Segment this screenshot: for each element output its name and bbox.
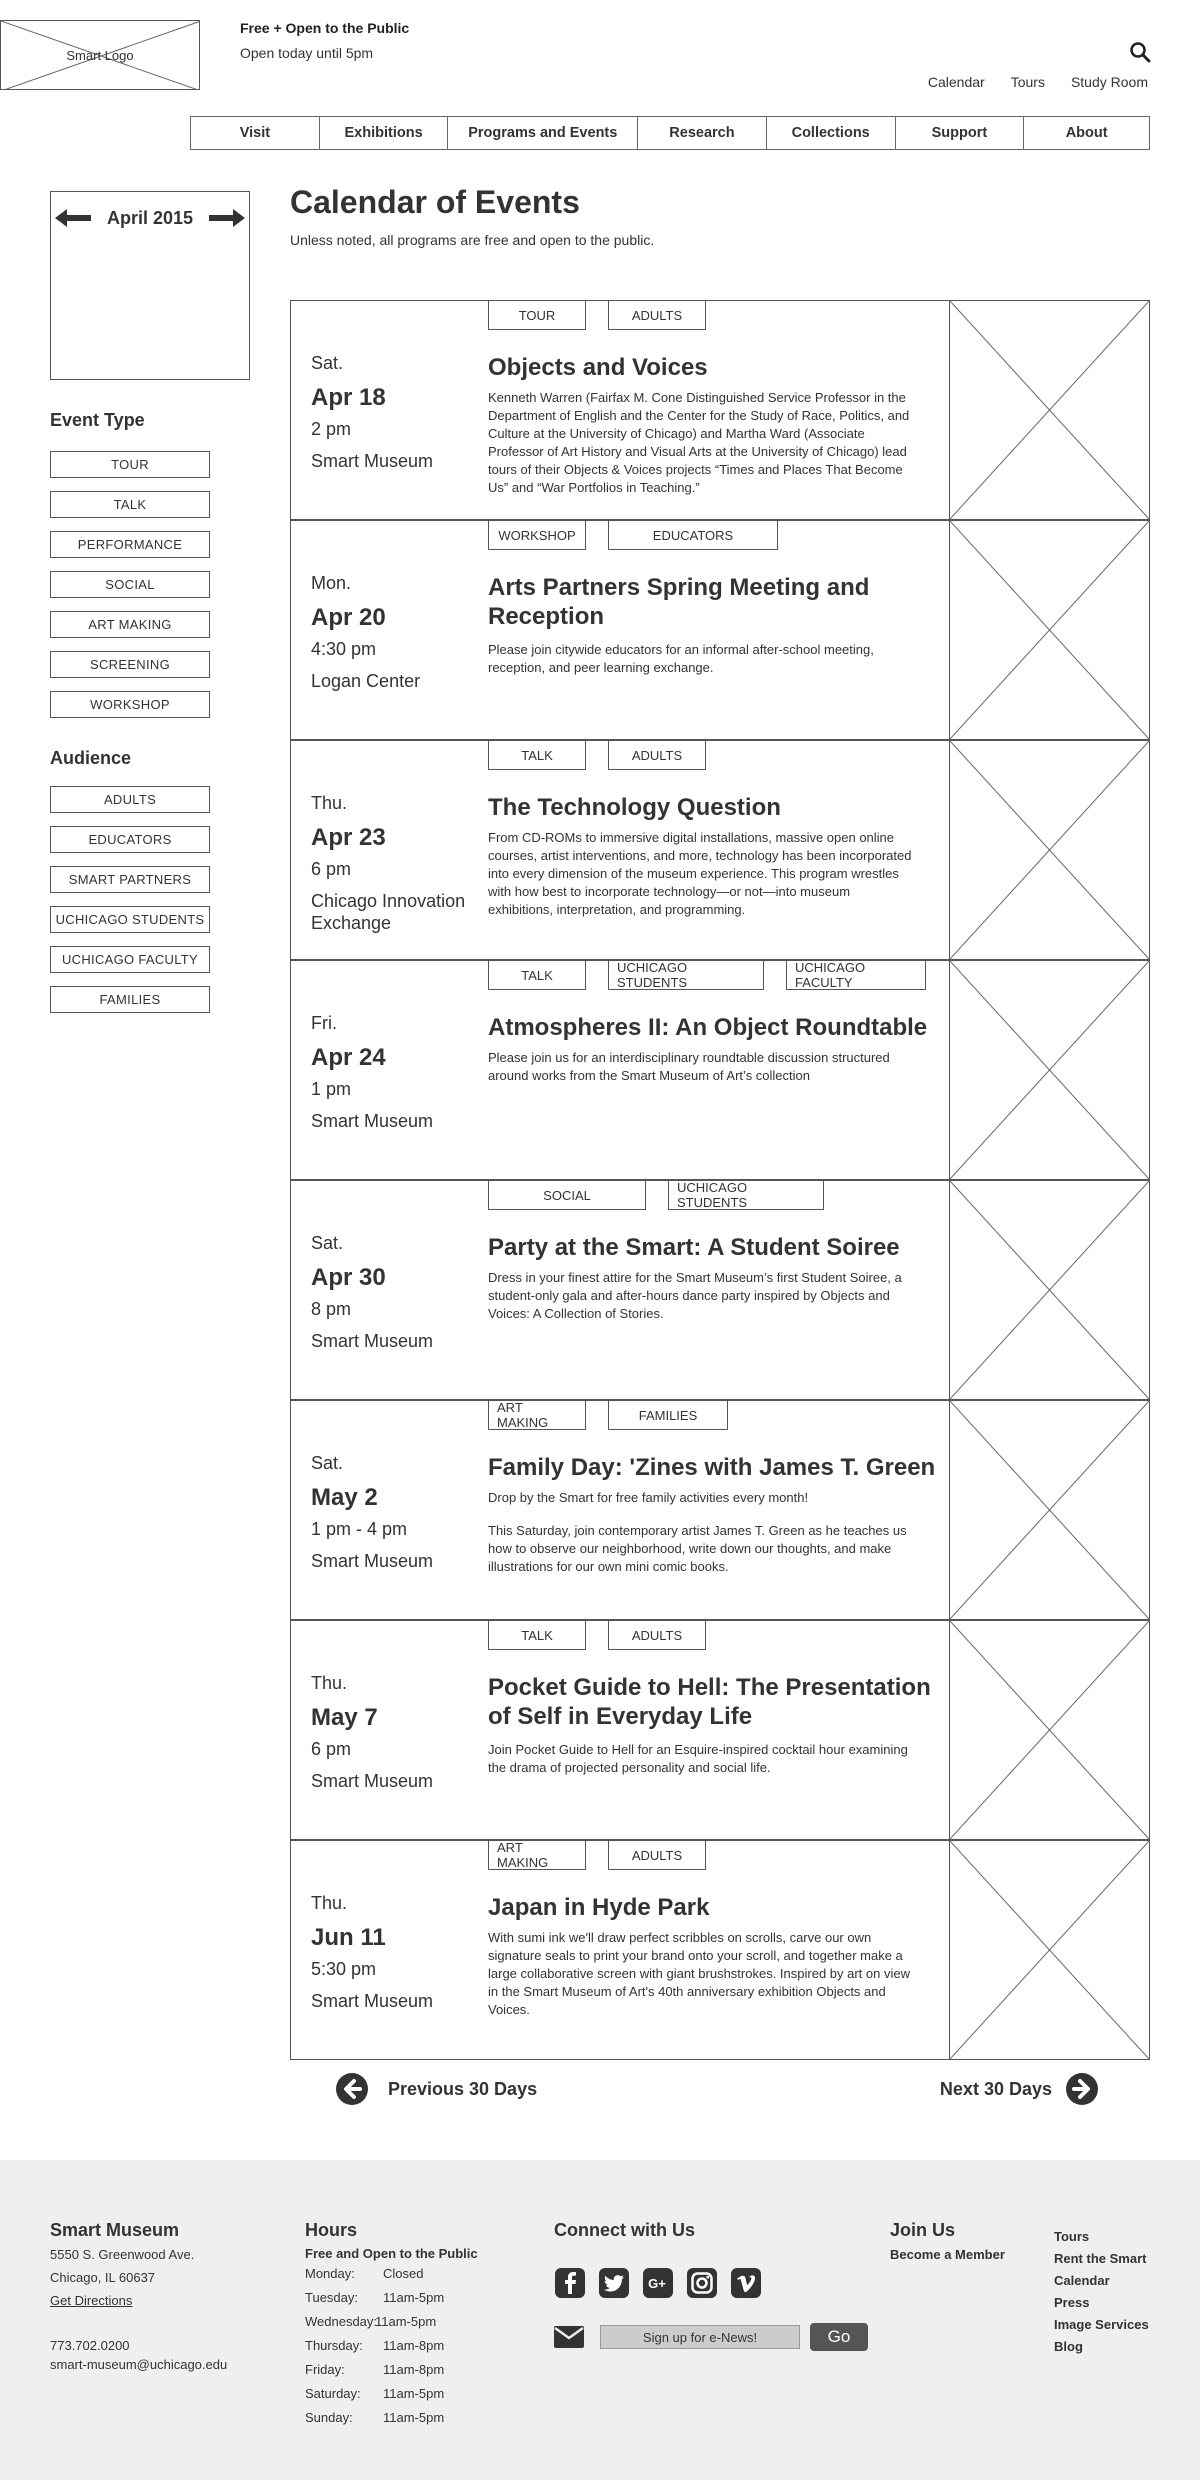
event-description-secondary: This Saturday, join contemporary artist James T. Green as he teaches us how to observe our neighborhood, write down our thoughts, and make illustrations for our own mini comic books. bbox=[488, 1523, 907, 1574]
footer-contact bbox=[50, 2220, 227, 2372]
footer-address-line1: 5550 S. Greenwood Ave. bbox=[50, 2247, 195, 2262]
event-tag[interactable]: UCHICAGO FACULTY bbox=[786, 960, 926, 990]
event-tag[interactable]: TALK bbox=[488, 740, 586, 770]
event-title[interactable]: Pocket Guide to Hell: The Presentation of Self in Everyday Life bbox=[488, 1674, 931, 1730]
event-image-placeholder[interactable] bbox=[949, 521, 1149, 739]
event-location: Smart Museum bbox=[311, 1991, 434, 2011]
event-tag[interactable]: ADULTS bbox=[608, 1840, 706, 1870]
event-image-placeholder[interactable] bbox=[949, 301, 1149, 519]
event-title[interactable]: Party at the Smart: A Student Soiree bbox=[488, 1234, 900, 1261]
image-placeholder-icon bbox=[950, 961, 1149, 1179]
event-date: Apr 23 bbox=[311, 824, 386, 851]
filter-tour[interactable]: TOUR bbox=[50, 451, 210, 478]
filter-families[interactable]: FAMILIES bbox=[50, 986, 210, 1013]
event-time: 2 pm bbox=[311, 419, 352, 439]
event-day: Sat. bbox=[311, 1233, 344, 1253]
hours-row bbox=[305, 2290, 478, 2314]
event-card[interactable] bbox=[290, 1620, 1150, 1840]
event-location: Logan Center bbox=[311, 671, 421, 691]
footer-link-blog[interactable]: Blog bbox=[1054, 2339, 1083, 2354]
instagram-icon[interactable] bbox=[686, 2267, 718, 2299]
newsletter-signup bbox=[554, 2323, 868, 2351]
previous-30-days-link[interactable] bbox=[336, 2073, 537, 2105]
image-placeholder-icon bbox=[950, 741, 1149, 959]
filter-screening[interactable]: SCREENING bbox=[50, 651, 210, 678]
event-time: 6 pm bbox=[311, 1739, 352, 1759]
event-card[interactable] bbox=[290, 520, 1150, 740]
event-tag[interactable]: SOCIAL bbox=[488, 1180, 646, 1210]
event-tags bbox=[488, 960, 948, 990]
social-icons bbox=[554, 2267, 868, 2299]
arrow-circle-left-icon bbox=[336, 2073, 368, 2105]
connect-heading: Connect with Us bbox=[554, 2220, 696, 2240]
event-time: 5:30 pm bbox=[311, 1959, 377, 1979]
event-tags bbox=[488, 1180, 846, 1210]
footer-email[interactable]: smart-museum@uchicago.edu bbox=[50, 2357, 228, 2372]
event-location: Chicago Innovation Exchange bbox=[311, 891, 466, 933]
event-title[interactable]: Family Day: 'Zines with James T. Green bbox=[488, 1454, 936, 1481]
filter-workshop[interactable]: WORKSHOP bbox=[50, 691, 210, 718]
footer bbox=[0, 2160, 1200, 2480]
hours-day: Sunday: bbox=[305, 2410, 353, 2425]
svg-text:G+: G+ bbox=[648, 2276, 666, 2291]
hours-day: Tuesday: bbox=[305, 2290, 358, 2305]
event-tag[interactable]: ADULTS bbox=[608, 740, 706, 770]
event-tag[interactable]: TALK bbox=[488, 1620, 586, 1650]
util-link-study-room[interactable]: Study Room bbox=[1070, 74, 1148, 90]
next-30-days-label: Next 30 Days bbox=[939, 2078, 1052, 2099]
filter-uchicago-students[interactable]: UCHICAGO STUDENTS bbox=[50, 906, 210, 933]
facebook-icon[interactable] bbox=[554, 2267, 586, 2299]
hours-row bbox=[305, 2314, 478, 2338]
nav-exhibitions[interactable]: Exhibitions bbox=[320, 117, 449, 149]
event-image-placeholder[interactable] bbox=[949, 741, 1149, 959]
event-description: Join Pocket Guide to Hell for an Esquire-inspired cocktail hour examining the drama of projected personality and social life. bbox=[488, 1742, 908, 1775]
nav-about[interactable]: About bbox=[1065, 125, 1108, 141]
event-time: 8 pm bbox=[311, 1299, 352, 1319]
filter-educators[interactable]: EDUCATORS bbox=[50, 826, 210, 853]
footer-links bbox=[1054, 2229, 1149, 2361]
event-day: Sat. bbox=[311, 353, 344, 373]
event-title[interactable]: Atmospheres II: An Object Roundtable bbox=[488, 1014, 928, 1041]
event-location: Smart Museum bbox=[311, 1111, 434, 1131]
vimeo-icon[interactable] bbox=[730, 2267, 762, 2299]
event-description: Dress in your finest attire for the Smart Museum’s first Student Soiree, a student-only gala and after-hours dance party inspired by Objects and Voices: A Collection of Stories. bbox=[488, 1270, 902, 1321]
calendar-month: April 2015 bbox=[106, 208, 194, 228]
hours-subheading: Free and Open to the Public bbox=[305, 2246, 478, 2261]
hours-heading: Hours bbox=[305, 2220, 358, 2240]
next-30-days-link[interactable] bbox=[940, 2073, 1098, 2105]
image-placeholder-icon bbox=[950, 1621, 1149, 1839]
event-tag[interactable]: UCHICAGO STUDENTS bbox=[608, 960, 764, 990]
event-card[interactable] bbox=[290, 740, 1150, 960]
logo-text: Smart Logo bbox=[66, 48, 134, 63]
envelope-icon bbox=[554, 2326, 584, 2348]
hours-row bbox=[305, 2386, 478, 2410]
footer-hours bbox=[305, 2220, 478, 2434]
hours-row bbox=[305, 2266, 478, 2290]
image-placeholder-icon bbox=[950, 521, 1149, 739]
hours-value: 11am-5pm bbox=[375, 2314, 437, 2329]
event-card[interactable] bbox=[290, 1840, 1150, 2060]
arrow-circle-right-icon bbox=[1066, 2073, 1098, 2105]
join-heading: Join Us bbox=[890, 2220, 956, 2240]
audience-heading: Audience bbox=[50, 748, 132, 768]
event-time: 1 pm - 4 pm bbox=[311, 1519, 408, 1539]
event-date: Apr 20 bbox=[311, 604, 386, 631]
google-plus-icon[interactable] bbox=[642, 2267, 674, 2299]
hours-value: 11am-5pm bbox=[383, 2410, 445, 2425]
image-placeholder-icon bbox=[950, 1841, 1149, 2059]
footer-link-tours[interactable]: Tours bbox=[1054, 2229, 1090, 2244]
event-card[interactable] bbox=[290, 1400, 1150, 1620]
event-location: Smart Museum bbox=[311, 451, 434, 471]
event-image-placeholder[interactable] bbox=[949, 1841, 1149, 2059]
footer-org-name: Smart Museum bbox=[50, 2220, 180, 2240]
event-day: Thu. bbox=[311, 1893, 348, 1913]
event-description: Drop by the Smart for free family activities every month! bbox=[488, 1490, 809, 1505]
util-link-tours[interactable]: Tours bbox=[1010, 74, 1045, 90]
filter-social[interactable]: SOCIAL bbox=[50, 571, 210, 598]
hours-row bbox=[305, 2338, 478, 2362]
event-image-placeholder[interactable] bbox=[949, 1181, 1149, 1399]
footer-link-rent-the-smart[interactable]: Rent the Smart bbox=[1054, 2251, 1147, 2266]
footer-phone[interactable]: 773.702.0200 bbox=[50, 2338, 130, 2353]
event-tag[interactable]: ADULTS bbox=[608, 300, 706, 330]
event-description: Kenneth Warren (Fairfax M. Cone Distinguished Service Professor in the Department of English and the Center for the Study of Race, Politics, and Culture at the University of Chicago) and Martha Ward (Associate Professor of Art History and Visual Arts at the University of Chicago) lead tours of their Objects & Voices projects “Times and Places That Become Us” and “War Portfolios in Teaching.” bbox=[488, 390, 910, 495]
event-time: 1 pm bbox=[311, 1079, 352, 1099]
search-icon[interactable] bbox=[1128, 40, 1152, 64]
footer-join bbox=[890, 2220, 1005, 2269]
month-calendar bbox=[50, 191, 250, 380]
image-placeholder-icon bbox=[950, 301, 1149, 519]
arrow-right-icon[interactable] bbox=[209, 207, 245, 229]
event-description: Please join us for an interdisciplinary roundtable discussion structured around works from the Smart Museum of Art’s collection bbox=[488, 1050, 890, 1083]
event-location: Smart Museum bbox=[311, 1551, 434, 1571]
get-directions-link[interactable]: Get Directions bbox=[50, 2293, 133, 2308]
event-image-placeholder[interactable] bbox=[949, 1401, 1149, 1619]
image-placeholder-icon bbox=[950, 1181, 1149, 1399]
filter-uchicago-faculty[interactable]: UCHICAGO FACULTY bbox=[50, 946, 210, 973]
filter-art-making[interactable]: ART MAKING bbox=[50, 611, 210, 638]
event-tag[interactable]: TOUR bbox=[488, 300, 586, 330]
hours-day: Friday: bbox=[305, 2362, 345, 2377]
event-card[interactable] bbox=[290, 300, 1150, 520]
hours-row bbox=[305, 2410, 478, 2434]
event-title[interactable]: Arts Partners Spring Meeting and Reception bbox=[488, 574, 870, 630]
image-placeholder-icon bbox=[950, 1401, 1149, 1619]
event-card[interactable] bbox=[290, 1180, 1150, 1400]
event-tag[interactable]: TALK bbox=[488, 960, 586, 990]
hours-day: Monday: bbox=[305, 2266, 355, 2281]
event-title[interactable]: Objects and Voices bbox=[488, 354, 708, 381]
event-tags bbox=[488, 1400, 750, 1430]
footer-link-press[interactable]: Press bbox=[1054, 2295, 1090, 2310]
nav-support[interactable]: Support bbox=[896, 117, 1025, 149]
page-title: Calendar of Events bbox=[290, 184, 580, 220]
filter-smart-partners[interactable]: SMART PARTNERS bbox=[50, 866, 210, 893]
twitter-icon[interactable] bbox=[598, 2267, 630, 2299]
event-tags bbox=[488, 300, 728, 330]
event-tag[interactable]: UCHICAGO STUDENTS bbox=[668, 1180, 824, 1210]
previous-30-days-label: Previous 30 Days bbox=[388, 2078, 538, 2099]
hours-day: Saturday: bbox=[305, 2386, 361, 2401]
event-type-heading: Event Type bbox=[50, 410, 145, 430]
event-date: Apr 18 bbox=[311, 384, 386, 411]
event-day: Thu. bbox=[311, 793, 348, 813]
footer-link-image-services[interactable]: Image Services bbox=[1054, 2317, 1149, 2332]
event-tags bbox=[488, 520, 800, 550]
event-tag[interactable]: ART MAKING bbox=[488, 1400, 586, 1430]
become-a-member-link[interactable]: Become a Member bbox=[890, 2247, 1005, 2262]
nav-visit[interactable]: Visit bbox=[191, 117, 320, 149]
filter-performance[interactable]: PERFORMANCE bbox=[50, 531, 210, 558]
header-subtitle: Open today until 5pm bbox=[240, 45, 374, 61]
event-title[interactable]: Japan in Hyde Park bbox=[488, 1894, 710, 1921]
event-description: Please join citywide educators for an informal after-school meeting, reception, and peer learning exchange. bbox=[488, 642, 874, 675]
hours-value: 11am-8pm bbox=[383, 2338, 445, 2353]
hours-value: 11am-5pm bbox=[383, 2290, 445, 2305]
util-link-calendar[interactable]: Calendar bbox=[927, 74, 985, 90]
event-card[interactable] bbox=[290, 960, 1150, 1180]
event-description: From CD-ROMs to immersive digital installations, massive open online courses, artist interventions, and more, technology has been incorporated into every dimension of the museum experience. This program wrestles with how best to incorporate technology—or not—into museum exhibitions, interpretation, and programming. bbox=[488, 830, 912, 917]
event-location: Smart Museum bbox=[311, 1771, 434, 1791]
event-time: 6 pm bbox=[311, 859, 352, 879]
hours-value: Closed bbox=[383, 2266, 424, 2281]
event-tags bbox=[488, 1840, 728, 1870]
event-tags bbox=[488, 740, 728, 770]
event-title[interactable]: The Technology Question bbox=[488, 794, 781, 821]
event-date: Apr 30 bbox=[311, 1264, 386, 1291]
logo[interactable] bbox=[0, 20, 200, 90]
event-day: Thu. bbox=[311, 1673, 348, 1693]
event-date: May 2 bbox=[311, 1484, 378, 1511]
event-date: Apr 24 bbox=[311, 1044, 386, 1071]
hours-row bbox=[305, 2362, 478, 2386]
hours-day: Wednesday: bbox=[305, 2314, 378, 2329]
event-tag[interactable]: FAMILIES bbox=[608, 1400, 728, 1430]
event-image-placeholder[interactable] bbox=[949, 961, 1149, 1179]
event-day: Mon. bbox=[311, 573, 352, 593]
utility-nav bbox=[928, 74, 1148, 90]
hours-value: 11am-5pm bbox=[383, 2386, 445, 2401]
event-location: Smart Museum bbox=[311, 1331, 434, 1351]
event-tags bbox=[488, 1620, 728, 1650]
footer-connect bbox=[554, 2220, 868, 2351]
filter-adults[interactable]: ADULTS bbox=[50, 786, 210, 813]
hours-day: Thursday: bbox=[305, 2338, 363, 2353]
event-image-placeholder[interactable] bbox=[949, 1621, 1149, 1839]
page-subtitle: Unless noted, all programs are free and open to the public. bbox=[290, 232, 655, 248]
newsletter-go-button[interactable]: Go bbox=[810, 2323, 868, 2351]
event-date: May 7 bbox=[311, 1704, 378, 1731]
hours-value: 11am-8pm bbox=[383, 2362, 445, 2377]
header-title: Free + Open to the Public bbox=[240, 20, 410, 36]
event-tag[interactable]: ART MAKING bbox=[488, 1840, 586, 1870]
event-date: Jun 11 bbox=[311, 1924, 386, 1951]
event-description: With sumi ink we'll draw perfect scribbles on scrolls, carve our own signature seals to print your brand onto your scroll, and together make a large collaborative screen with giant brushstrokes. Inspired by art on view in the Smart Museum of Art's 40th anniversary exhibition Objects and Voices. bbox=[488, 1930, 910, 2017]
filter-talk[interactable]: TALK bbox=[50, 491, 210, 518]
event-day: Sat. bbox=[311, 1453, 344, 1473]
event-tag[interactable]: ADULTS bbox=[608, 1620, 706, 1650]
nav-programs-and-events[interactable]: Programs and Events bbox=[448, 117, 638, 149]
event-day: Fri. bbox=[311, 1013, 337, 1033]
event-time: 4:30 pm bbox=[311, 639, 377, 659]
event-tag[interactable]: WORKSHOP bbox=[488, 520, 586, 550]
footer-address-line2: Chicago, IL 60637 bbox=[50, 2270, 156, 2285]
newsletter-email-input[interactable]: Sign up for e-News! bbox=[600, 2325, 800, 2349]
event-tag[interactable]: EDUCATORS bbox=[608, 520, 778, 550]
nav-collections[interactable]: Collections bbox=[767, 117, 896, 149]
main-nav bbox=[190, 116, 1150, 150]
footer-link-calendar[interactable]: Calendar bbox=[1054, 2273, 1110, 2288]
nav-research[interactable]: Research bbox=[638, 117, 767, 149]
